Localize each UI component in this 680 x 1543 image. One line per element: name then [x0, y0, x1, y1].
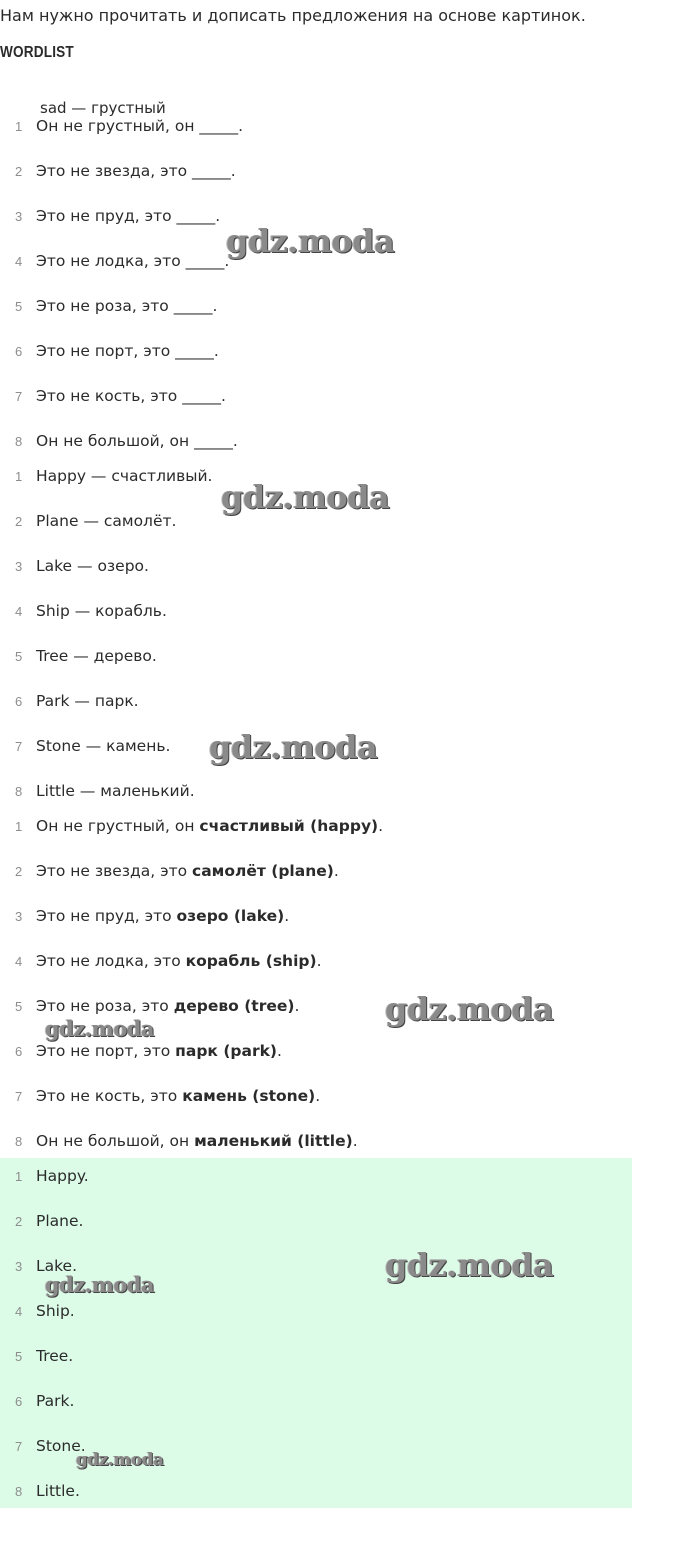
watermark: gdz.moda	[209, 728, 378, 766]
item-number: 4	[15, 604, 23, 619]
item-text: Это не порт, это _____.	[36, 342, 219, 360]
item-text: Это не пруд, это озеро (lake).	[36, 907, 290, 925]
watermark: gdz.moda	[76, 1450, 164, 1470]
item-text: Stone — камень.	[36, 737, 171, 755]
item-number: 1	[15, 819, 23, 834]
item-number: 7	[15, 1439, 23, 1454]
item-text: Это не кость, это камень (stone).	[36, 1087, 321, 1105]
item-text: Он не большой, он _____.	[36, 432, 238, 450]
item-text: Park.	[36, 1392, 75, 1410]
item-text: Park — парк.	[36, 692, 139, 710]
item-number: 7	[15, 389, 23, 404]
item-number: 8	[15, 784, 23, 799]
item-text: Это не кость, это _____.	[36, 387, 226, 405]
item-text: Это не роза, это дерево (tree).	[36, 997, 300, 1015]
item-text: Lake — озеро.	[36, 557, 149, 575]
item-number: 3	[15, 1259, 23, 1274]
item-text: Ship — корабль.	[36, 602, 167, 620]
item-text: Plane.	[36, 1212, 84, 1230]
item-number: 6	[15, 1044, 23, 1059]
item-number: 2	[15, 864, 23, 879]
wordlist-cut-text: sad — грустный	[40, 99, 166, 117]
wordlist-title: WORDLIST	[0, 44, 74, 61]
item-number: 6	[15, 694, 23, 709]
item-number: 8	[15, 1134, 23, 1149]
answer-bold: маленький (little)	[194, 1132, 353, 1150]
answer-bold: счастливый (happy)	[199, 817, 379, 835]
answer-bold: дерево (tree)	[173, 997, 295, 1015]
watermark: gdz.moda	[45, 1016, 155, 1041]
item-number: 5	[15, 999, 23, 1014]
item-number: 7	[15, 1089, 23, 1104]
item-number: 2	[15, 164, 23, 179]
item-number: 2	[15, 1214, 23, 1229]
item-text: Это не порт, это парк (park).	[36, 1042, 282, 1060]
item-number: 6	[15, 344, 23, 359]
item-number: 1	[15, 1169, 23, 1184]
item-text: Он не грустный, он _____.	[36, 117, 244, 135]
item-text: Little — маленький.	[36, 782, 195, 800]
answer-bold: камень (stone)	[182, 1087, 316, 1105]
item-number: 5	[15, 299, 23, 314]
watermark: gdz.moda	[385, 990, 554, 1028]
item-text: Tree — дерево.	[36, 647, 157, 665]
item-text: Lake.	[36, 1257, 78, 1275]
item-text: Happy.	[36, 1167, 89, 1185]
item-text: Он не большой, он маленький (little).	[36, 1132, 358, 1150]
item-text: Это не лодка, это _____.	[36, 252, 230, 270]
item-text: Plane — самолёт.	[36, 512, 177, 530]
item-text: Stone.	[36, 1437, 86, 1455]
intro-text: Нам нужно прочитать и дописать предложения на основе картинок.	[0, 6, 586, 25]
item-number: 4	[15, 254, 23, 269]
item-number: 8	[15, 1484, 23, 1499]
item-text: Это не роза, это _____.	[36, 297, 218, 315]
watermark: gdz.moda	[385, 1246, 554, 1284]
item-text: Ship.	[36, 1302, 75, 1320]
item-number: 8	[15, 434, 23, 449]
item-number: 6	[15, 1394, 23, 1409]
item-text: Это не звезда, это _____.	[36, 162, 236, 180]
item-number: 1	[15, 469, 23, 484]
answer-bold: парк (park)	[175, 1042, 278, 1060]
item-text: Это не лодка, это корабль (ship).	[36, 952, 322, 970]
watermark: gdz.moda	[221, 478, 390, 516]
item-number: 1	[15, 119, 23, 134]
answer-bold: самолёт (plane)	[192, 862, 334, 880]
item-number: 3	[15, 559, 23, 574]
item-number: 7	[15, 739, 23, 754]
item-text: Happy — счастливый.	[36, 467, 213, 485]
item-number: 4	[15, 1304, 23, 1319]
item-number: 3	[15, 209, 23, 224]
answer-bold: корабль (ship)	[185, 952, 317, 970]
wordlist-cut-line	[40, 97, 240, 117]
item-number: 3	[15, 909, 23, 924]
watermark: gdz.moda	[226, 222, 395, 260]
item-number: 4	[15, 954, 23, 969]
item-text: Tree.	[36, 1347, 74, 1365]
item-text: Он не грустный, он счастливый (happy).	[36, 817, 384, 835]
item-number: 2	[15, 514, 23, 529]
item-text: Little.	[36, 1482, 80, 1500]
item-text: Это не звезда, это самолёт (plane).	[36, 862, 339, 880]
item-text: Это не пруд, это _____.	[36, 207, 221, 225]
watermark: gdz.moda	[45, 1272, 155, 1297]
item-number: 5	[15, 1349, 23, 1364]
answer-bold: озеро (lake)	[176, 907, 285, 925]
item-number: 5	[15, 649, 23, 664]
